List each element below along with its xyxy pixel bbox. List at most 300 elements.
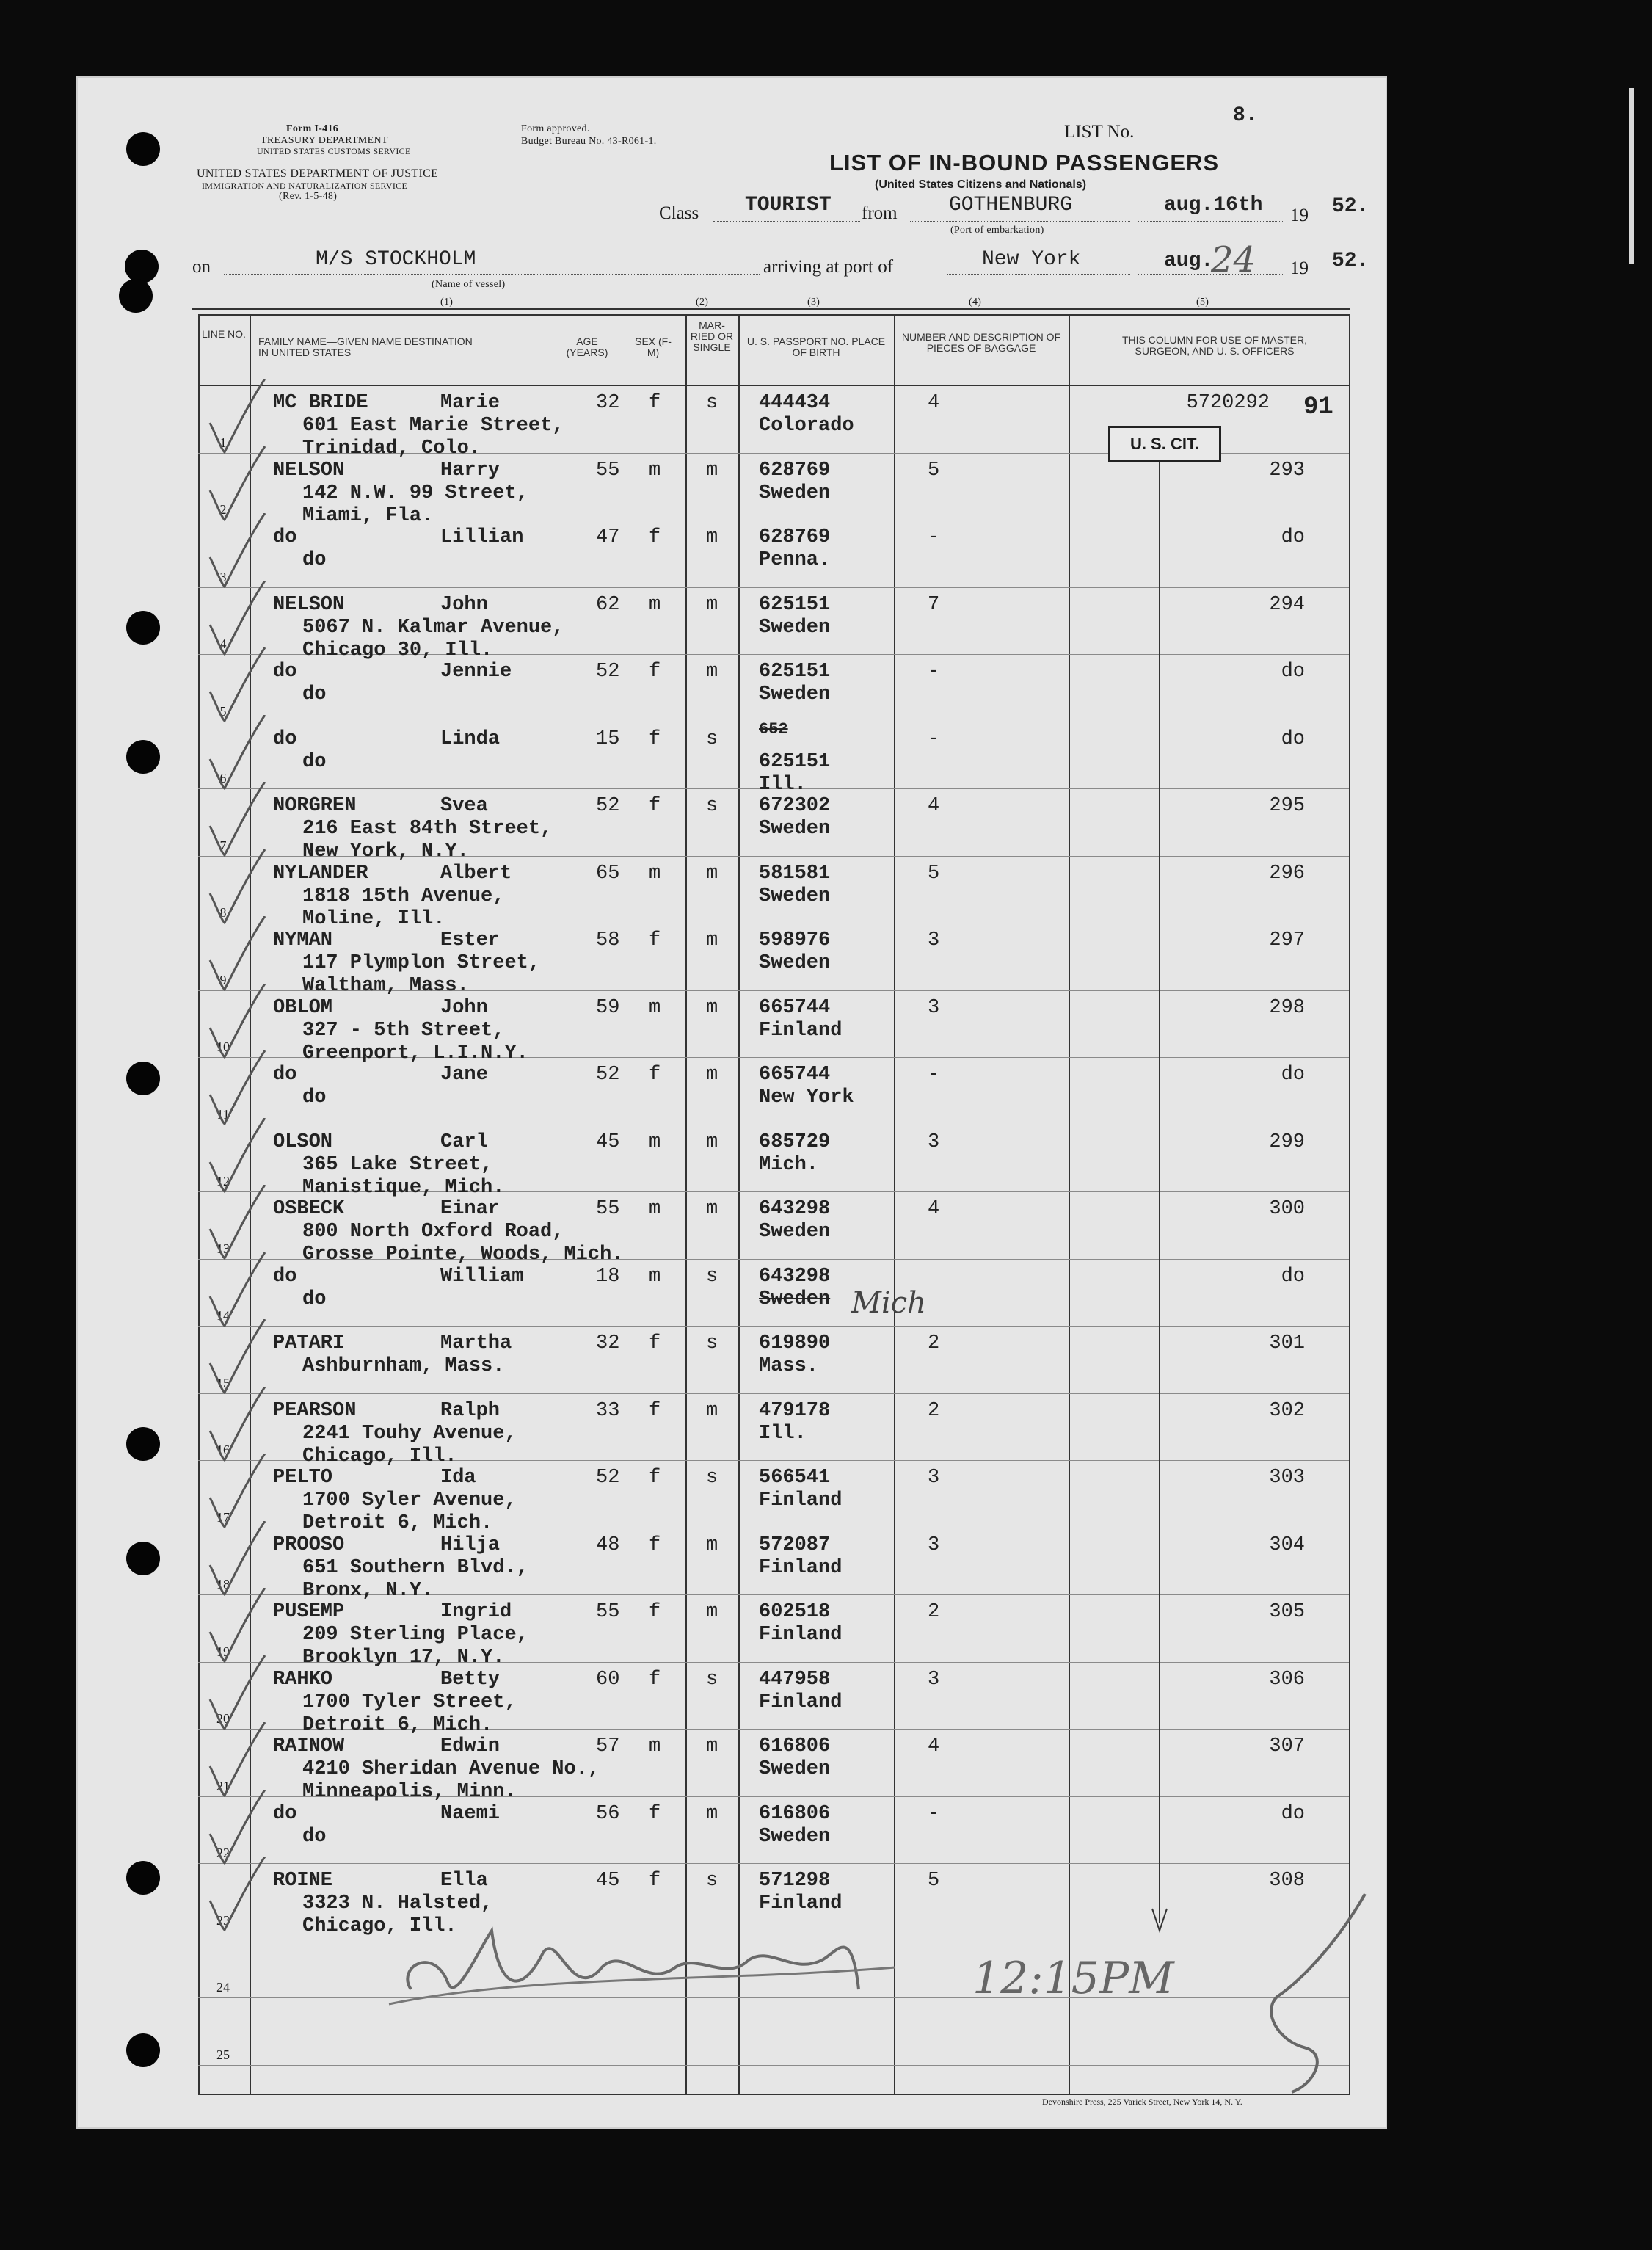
arrival-port-line: [947, 273, 1130, 275]
address-line-2: Detroit 6, Mich.: [302, 1713, 493, 1736]
officer-number: 301: [1269, 1332, 1305, 1354]
address-line-2: Chicago 30, Ill.: [302, 639, 493, 661]
age: 15: [596, 727, 620, 750]
address-line-2: New York, N.Y.: [302, 841, 469, 863]
sex: f: [649, 1467, 661, 1489]
marital-status: m: [706, 661, 718, 683]
passport-number: 672302: [759, 795, 831, 817]
given-name: Svea: [440, 795, 488, 817]
passport-number: 598976: [759, 929, 831, 951]
line-number: 10: [216, 1039, 230, 1054]
inspector-initial: [1248, 1887, 1380, 2100]
officer-number: do: [1281, 526, 1305, 548]
marital-status: m: [706, 1601, 718, 1623]
place-of-birth: Finland: [759, 1489, 843, 1512]
col-num-3: (3): [807, 297, 820, 308]
list-no-line: [1136, 141, 1349, 142]
family-name: do: [273, 526, 297, 548]
address-line-1: 365 Lake Street,: [302, 1153, 493, 1176]
family-name: NYLANDER: [273, 862, 368, 885]
address-line-2: Chicago, Ill.: [302, 1915, 457, 1937]
passport-number: 625151: [759, 750, 831, 773]
vessel-line: [224, 273, 760, 275]
page-title: LIST OF IN-BOUND PASSENGERS: [829, 150, 1220, 175]
marital-status: m: [706, 459, 718, 482]
age: 58: [596, 929, 620, 951]
family-name: OBLOM: [273, 996, 333, 1019]
place-of-birth: Sweden: [759, 952, 831, 974]
baggage-count: 5: [928, 1870, 940, 1892]
age: 32: [596, 392, 620, 414]
baggage-count: 5: [928, 459, 940, 482]
line-number: 13: [216, 1241, 230, 1256]
family-name: do: [273, 661, 297, 683]
sex: m: [649, 459, 661, 482]
punch-hole: [126, 132, 160, 166]
header-age: AGE (YEARS): [566, 335, 608, 358]
line-number: 14: [216, 1308, 230, 1323]
marital-status: s: [706, 1265, 718, 1288]
sex: m: [649, 1265, 661, 1288]
passport-number: 625151: [759, 593, 831, 616]
address-line-1: Ashburnham, Mass.: [302, 1355, 505, 1377]
embark-year: 52.: [1332, 195, 1369, 218]
baggage-count: 2: [928, 1601, 940, 1623]
line-number: 18: [216, 1577, 230, 1592]
place-of-birth: Sweden: [759, 818, 831, 840]
baggage-count: -: [928, 526, 940, 548]
line-number: 5: [219, 703, 227, 719]
header-sex: SEX (F-M): [635, 335, 672, 358]
officer-number: 307: [1269, 1735, 1305, 1757]
baggage-count: 3: [928, 929, 940, 951]
age: 32: [596, 1332, 620, 1354]
line-number: 17: [216, 1509, 230, 1525]
family-name: NELSON: [273, 593, 345, 616]
passport-number: 685729: [759, 1131, 831, 1153]
given-name: Einar: [440, 1198, 501, 1220]
ins-service: IMMIGRATION AND NATURALIZATION SERVICE: [202, 181, 408, 191]
age: 18: [596, 1265, 620, 1288]
age: 65: [596, 862, 620, 885]
place-of-birth: New York: [759, 1086, 854, 1108]
place-of-birth: Sweden: [759, 683, 831, 705]
place-of-birth: Ill.: [759, 773, 807, 796]
line-number: 22: [216, 1846, 230, 1860]
line-number: 7: [219, 838, 227, 853]
age: 59: [596, 996, 620, 1019]
vessel-caption: (Name of vessel): [432, 279, 506, 290]
inspector-signature: [382, 1901, 969, 2033]
treasury-dept: TREASURY DEPARTMENT: [261, 135, 388, 146]
family-name: RAHKO: [273, 1668, 333, 1691]
sex: f: [649, 1870, 661, 1892]
line-number: 8: [219, 905, 227, 920]
address-line-1: do: [302, 1825, 327, 1848]
sex: m: [649, 1131, 661, 1153]
address-line-2: Bronx, N.Y.: [302, 1579, 434, 1602]
form-approved: Form approved.: [521, 123, 590, 134]
col-num-5: (5): [1196, 297, 1209, 308]
passport-number: 665744: [759, 1064, 831, 1086]
age: 62: [596, 593, 620, 616]
given-name: John: [440, 593, 488, 616]
passport-number: 581581: [759, 862, 831, 885]
sex: m: [649, 1198, 661, 1220]
given-name: Albert: [440, 862, 512, 885]
place-of-birth: Ill.: [759, 1422, 807, 1445]
place-of-birth: Sweden: [759, 1221, 831, 1243]
address-line-1: 651 Southern Blvd.,: [302, 1556, 528, 1579]
given-name: Carl: [440, 1131, 488, 1153]
given-name: Harry: [440, 459, 501, 482]
family-name: do: [273, 727, 297, 750]
place-of-birth: Sweden: [759, 1288, 831, 1310]
from-label: from: [862, 203, 898, 223]
handwritten-mich: Mich: [851, 1286, 926, 1320]
arrival-year-prefix: 19: [1290, 258, 1309, 278]
place-of-birth: Sweden: [759, 885, 831, 907]
passport-number: 643298: [759, 1198, 831, 1220]
address-line-1: 1700 Syler Avenue,: [302, 1489, 517, 1512]
sex: f: [649, 392, 661, 414]
baggage-count: 5: [928, 862, 940, 885]
officer-number: do: [1281, 1265, 1305, 1288]
address-line-1: do: [302, 549, 327, 571]
place-of-birth: Penna.: [759, 549, 831, 571]
sex: f: [649, 1332, 661, 1354]
col-num-1: (1): [440, 297, 454, 308]
given-name: Ester: [440, 929, 501, 951]
given-name: Betty: [440, 1668, 501, 1691]
address-line-2: Brooklyn 17, N.Y.: [302, 1647, 505, 1669]
officer-number: 297: [1269, 929, 1305, 951]
marital-status: s: [706, 1668, 718, 1691]
given-name: Naemi: [440, 1802, 501, 1825]
passport-number: 571298: [759, 1870, 831, 1892]
header-officers: THIS COLUMN FOR USE OF MASTER, SURGEON, AND U. S. OFFICERS: [1121, 334, 1307, 357]
officer-number: 299: [1269, 1131, 1305, 1153]
passport-number: 479178: [759, 1399, 831, 1422]
family-name: NELSON: [273, 459, 345, 482]
marital-status: s: [706, 795, 718, 817]
age: 52: [596, 1064, 620, 1086]
family-name: do: [273, 1265, 297, 1288]
line-number: 1: [219, 435, 227, 450]
sex: f: [649, 929, 661, 951]
line-number: 12: [216, 1174, 230, 1188]
line-number: 25: [216, 2047, 230, 2062]
officer-number: 298: [1269, 996, 1305, 1019]
address-line-1: 209 Sterling Place,: [302, 1624, 528, 1646]
marital-status: m: [706, 996, 718, 1019]
sex: f: [649, 1802, 661, 1825]
line-number: 23: [216, 1912, 230, 1928]
family-name: RAINOW: [273, 1735, 345, 1757]
officer-number: 294: [1269, 593, 1305, 616]
sex: f: [649, 727, 661, 750]
address-line-1: 1700 Tyler Street,: [302, 1691, 517, 1713]
address-line-2: Greenport, L.I.N.Y.: [302, 1042, 528, 1064]
sex: m: [649, 862, 661, 885]
punch-hole: [126, 611, 160, 645]
class-label: Class: [659, 203, 699, 223]
baggage-count: 3: [928, 1131, 940, 1153]
baggage-count: 4: [928, 392, 940, 414]
address-line-1: 601 East Marie Street,: [302, 415, 564, 437]
marital-status: m: [706, 1198, 718, 1220]
sex: f: [649, 1064, 661, 1086]
line-number: 4: [219, 636, 227, 651]
baggage-count: 4: [928, 1735, 940, 1757]
given-name: Ida: [440, 1467, 476, 1489]
line-number: 3: [219, 569, 227, 584]
sex: f: [649, 1534, 661, 1556]
vessel-name: M/S STOCKHOLM: [316, 248, 476, 271]
officer-number: 303: [1269, 1467, 1305, 1489]
given-name: Ingrid: [440, 1601, 512, 1623]
form-revision: (Rev. 1-5-48): [279, 191, 338, 202]
arrival-port: New York: [982, 248, 1081, 271]
given-name: William: [440, 1265, 524, 1288]
baggage-count: -: [928, 1064, 940, 1086]
arrival-month: aug.: [1164, 250, 1214, 272]
address-line-2: Waltham, Mass.: [302, 975, 469, 997]
officer-number: do: [1281, 727, 1305, 750]
line-number: 19: [216, 1644, 230, 1659]
place-of-birth: Sweden: [759, 482, 831, 504]
header-married: MAR-RIED OR SINGLE: [690, 319, 734, 353]
age: 55: [596, 1198, 620, 1220]
passport-number: 619890: [759, 1332, 831, 1354]
marital-status: m: [706, 1131, 718, 1153]
place-of-birth: Mich.: [759, 1153, 819, 1176]
printer-footer: Devonshire Press, 225 Varick Street, New York 14, N. Y.: [1042, 2097, 1242, 2107]
address-line-2: Moline, Ill.: [302, 907, 445, 930]
punch-hole: [126, 740, 160, 774]
marital-status: m: [706, 526, 718, 548]
age: 52: [596, 1467, 620, 1489]
given-name: Ella: [440, 1870, 488, 1892]
sex: f: [649, 795, 661, 817]
officer-number: do: [1281, 661, 1305, 683]
sex: m: [649, 996, 661, 1019]
punch-hole: [119, 279, 153, 313]
officer-number: 302: [1269, 1399, 1305, 1422]
line-number: 20: [216, 1711, 230, 1726]
given-name: Martha: [440, 1332, 512, 1354]
address-line-1: do: [302, 683, 327, 705]
punch-hole: [126, 1062, 160, 1095]
passport-number: 447958: [759, 1668, 831, 1691]
arriving-label: arriving at port of: [763, 257, 894, 277]
address-line-1: 216 East 84th Street,: [302, 818, 553, 840]
family-name: PEARSON: [273, 1399, 357, 1422]
address-line-1: 5067 N. Kalmar Avenue,: [302, 616, 564, 639]
embark-date: aug.16th: [1164, 194, 1263, 217]
officer-number: 304: [1269, 1534, 1305, 1556]
age: 48: [596, 1534, 620, 1556]
budget-bureau: Budget Bureau No. 43-R061-1.: [521, 136, 657, 147]
age: 47: [596, 526, 620, 548]
line-number: 15: [216, 1375, 230, 1390]
passport-number: 616806: [759, 1802, 831, 1825]
punch-hole: [126, 1861, 160, 1895]
page-subtitle: (United States Citizens and Nationals): [875, 178, 1087, 191]
passport-number: 572087: [759, 1534, 831, 1556]
line-number: 24: [216, 1980, 230, 1995]
passport-number: 444434: [759, 392, 831, 414]
line-number: 9: [219, 972, 227, 987]
marital-status: m: [706, 1534, 718, 1556]
baggage-count: 2: [928, 1399, 940, 1422]
age: 56: [596, 1802, 620, 1825]
marital-status: m: [706, 593, 718, 616]
address-line-1: 142 N.W. 99 Street,: [302, 482, 528, 504]
col-num-4: (4): [969, 297, 982, 308]
marital-status: m: [706, 929, 718, 951]
officer-number: 300: [1269, 1198, 1305, 1220]
arrival-day-handwritten: 24: [1211, 239, 1256, 280]
row-rule: [198, 2065, 1349, 2066]
family-name: do: [273, 1802, 297, 1825]
embark-year-prefix: 19: [1290, 206, 1309, 225]
place-of-birth: Sweden: [759, 616, 831, 639]
form-number: Form I-416: [286, 123, 339, 134]
family-name: OSBECK: [273, 1198, 345, 1220]
line-number: 11: [216, 1106, 230, 1122]
age: 57: [596, 1735, 620, 1757]
officer-number: 296: [1269, 862, 1305, 885]
list-no-value: 8.: [1233, 104, 1258, 127]
officer-number: 5720292: [1186, 392, 1270, 414]
family-name: PROOSO: [273, 1534, 345, 1556]
line-number: 2: [219, 502, 227, 517]
place-of-birth: Sweden: [759, 1758, 831, 1780]
address-line-2: Chicago, Ill.: [302, 1445, 457, 1467]
address-line-1: do: [302, 750, 327, 773]
age: 52: [596, 795, 620, 817]
family-name: MC BRIDE: [273, 392, 368, 414]
sex: f: [649, 526, 661, 548]
baggage-count: -: [928, 1802, 940, 1825]
class-line: [713, 220, 860, 222]
sex: f: [649, 1601, 661, 1623]
baggage-count: 3: [928, 1467, 940, 1489]
embark-date-line: [1138, 220, 1284, 222]
marital-status: m: [706, 1399, 718, 1422]
age: 33: [596, 1399, 620, 1422]
col-num-2: (2): [696, 297, 709, 308]
list-no-label: LIST No.: [1064, 122, 1135, 142]
top-rule: [192, 308, 1350, 310]
address-line-2: Grosse Pointe, Woods, Mich.: [302, 1244, 624, 1266]
line-number: 21: [216, 1778, 230, 1793]
place-of-birth: Sweden: [759, 1825, 831, 1848]
baggage-count: 2: [928, 1332, 940, 1354]
marital-status: s: [706, 1332, 718, 1354]
passport-number: 643298: [759, 1265, 831, 1288]
marital-status: m: [706, 862, 718, 885]
age: 45: [596, 1131, 620, 1153]
struck-passport: 652: [759, 719, 788, 738]
address-line-1: 117 Plymplon Street,: [302, 952, 541, 974]
address-line-1: 800 North Oxford Road,: [302, 1221, 564, 1243]
passport-number: 628769: [759, 526, 831, 548]
family-name: do: [273, 1064, 297, 1086]
from-value: GOTHENBURG: [949, 194, 1073, 217]
age: 45: [596, 1870, 620, 1892]
marital-status: s: [706, 392, 718, 414]
address-line-2: Trinidad, Colo.: [302, 438, 481, 460]
sex: f: [649, 1399, 661, 1422]
address-line-1: 327 - 5th Street,: [302, 1019, 505, 1042]
given-name: Marie: [440, 392, 501, 414]
sex: m: [649, 1735, 661, 1757]
family-name: NYMAN: [273, 929, 333, 951]
place-of-birth: Finland: [759, 1691, 843, 1713]
passport-number: 602518: [759, 1601, 831, 1623]
passport-number: 628769: [759, 459, 831, 482]
marital-status: m: [706, 1802, 718, 1825]
given-name: Hilja: [440, 1534, 501, 1556]
page-edge: [1629, 88, 1634, 264]
header-name: FAMILY NAME—GIVEN NAME DESTINATION IN UNITED STATES: [258, 335, 473, 358]
officer-number: 308: [1269, 1870, 1305, 1892]
embark-caption: (Port of embarkation): [950, 225, 1044, 236]
family-name: OLSON: [273, 1131, 333, 1153]
address-line-1: 4210 Sheridan Avenue No.,: [302, 1758, 600, 1780]
check-mark-icon: [203, 1857, 269, 1937]
punch-hole: [126, 1542, 160, 1575]
punch-hole: [125, 250, 159, 283]
address-line-1: do: [302, 1086, 327, 1108]
passport-number: 616806: [759, 1735, 831, 1757]
family-name: PUSEMP: [273, 1601, 345, 1623]
baggage-count: -: [928, 661, 940, 683]
sex: f: [649, 661, 661, 683]
address-line-1: 3323 N. Halsted,: [302, 1892, 493, 1915]
handwritten-time: 12:15PM: [972, 1953, 1174, 2004]
from-line: [910, 220, 1130, 222]
baggage-count: 3: [928, 1534, 940, 1556]
marital-status: m: [706, 1735, 718, 1757]
header-line-no: LINE NO.: [202, 328, 246, 340]
punch-hole: [126, 2033, 160, 2067]
given-name: John: [440, 996, 488, 1019]
header-baggage: NUMBER AND DESCRIPTION OF PIECES OF BAGGAGE: [901, 331, 1061, 354]
stamp-number: 91: [1303, 393, 1333, 421]
address-line-2: Minneapolis, Minn.: [302, 1781, 517, 1803]
baggage-count: 4: [928, 1198, 940, 1220]
arrival-year: 52.: [1332, 250, 1369, 272]
family-name: ROINE: [273, 1870, 333, 1892]
baggage-count: 7: [928, 593, 940, 616]
given-name: Edwin: [440, 1735, 501, 1757]
class-value: TOURIST: [745, 194, 832, 217]
family-name: NORGREN: [273, 795, 357, 817]
sex: m: [649, 593, 661, 616]
baggage-count: 4: [928, 795, 940, 817]
officer-number: do: [1281, 1064, 1305, 1086]
marital-status: m: [706, 1064, 718, 1086]
given-name: Jennie: [440, 661, 512, 683]
marital-status: s: [706, 1467, 718, 1489]
address-line-2: Manistique, Mich.: [302, 1176, 505, 1199]
address-line-1: 1818 15th Avenue,: [302, 885, 505, 907]
marital-status: s: [706, 1870, 718, 1892]
address-line-2: Detroit 6, Mich.: [302, 1512, 493, 1534]
